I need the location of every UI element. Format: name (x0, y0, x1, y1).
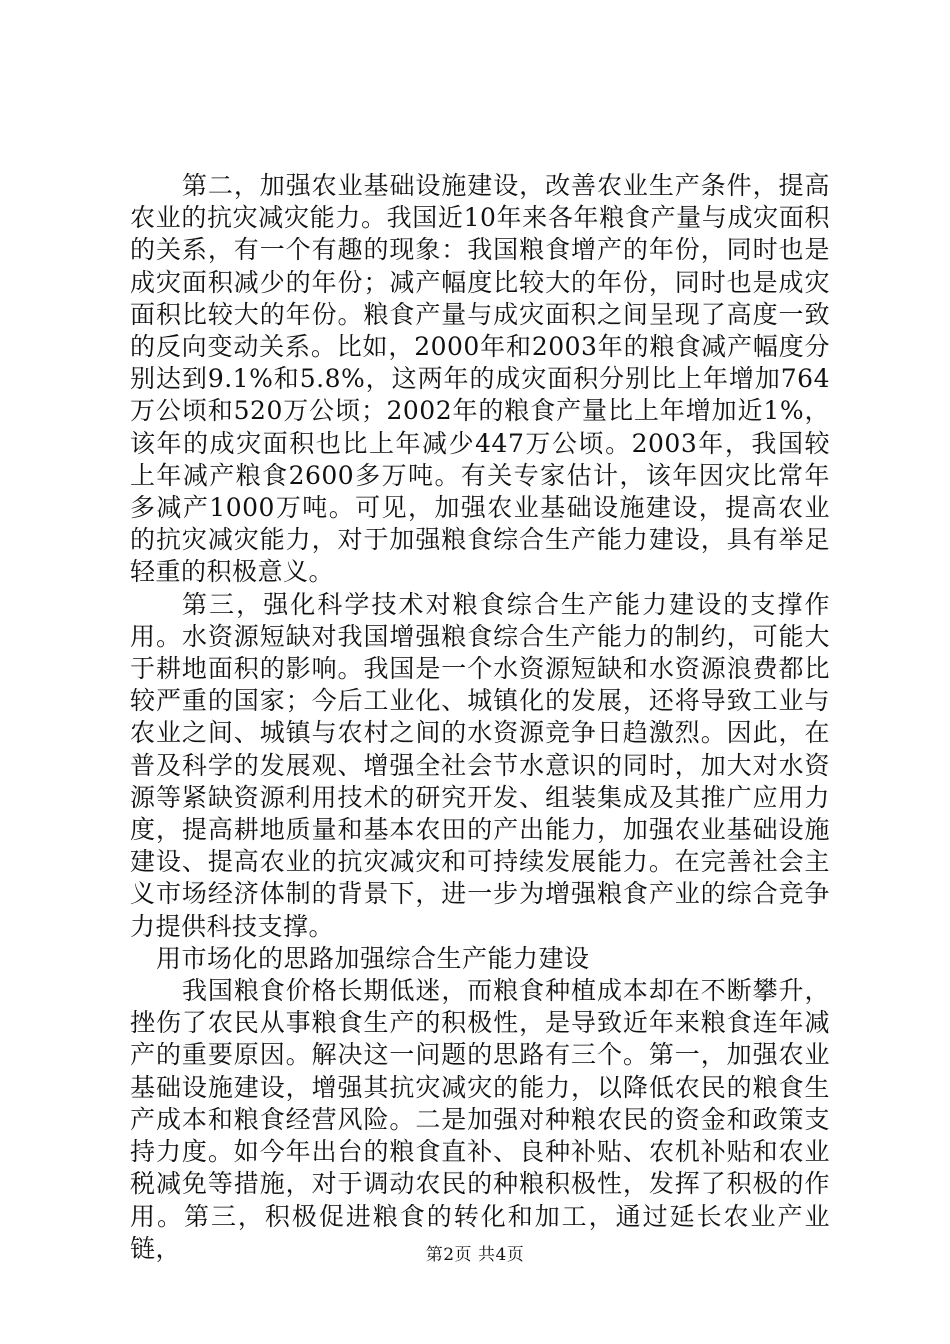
section-heading: 用市场化的思路加强综合生产能力建设 (156, 943, 590, 973)
page-footer (0, 1244, 950, 1266)
paragraph-grain-price: 我国粮食价格长期低迷，而粮食种植成本却在不断攀升，挫伤了农民从事粮食生产的积极性，是导致近年来粮食连年减产的重要原因。解决这一问题的思路有三个。第一，加强农业基础设施建设，增强其抗灾减灾的能力，以降低农民的粮食生产成本和粮食经营风险。二是加强对种粮农民的资金和政策支持力度。如今年出台的粮食直补、良种补贴、农机补贴和农业税减免等措施，对于调动农民的种粮积极性，发挥了积极的作用。第三，积极促进粮食的转化和加工，通过延长农业产业链， (130, 976, 830, 1263)
paragraph-second-infrastructure: 第二，加强农业基础设施建设，改善农业生产条件，提高农业的抗灾减灾能力。我国近10年来各年粮食产量与成灾面积的关系，有一个有趣的现象：我国粮食增产的年份，同时也是成灾面积减少的年份；减产幅度比较大的年份，同时也是成灾面积比较大的年份。粮食产量与成灾面积之间呈现了高度一致的反向变动关系。比如，2000年和2003年的粮食减产幅度分别达到9.1%和5.8%，这两年的成灾面积分别比上年增加764万公顷和520万公顷；2002年的粮食产量比上年增加近1%，该年的成灾面积也比上年减少447万公顷。2003年，我国较上年减产粮食2600多万吨。有关专家估计，该年因灾比常年多减产1000万吨。可见，加强农业基础设施建设，提高农业的抗灾减灾能力，对于加强粮食综合生产能力建设，具有举足轻重的积极意义。 (130, 171, 830, 587)
body-text (130, 170, 830, 1265)
paragraph-third-technology: 第三，强化科学技术对粮食综合生产能力建设的支撑作用。水资源短缺对我国增强粮食综合生产能力的制约，可能大于耕地面积的影响。我国是一个水资源短缺和水资源浪费都比较严重的国家；今后工业化、城镇化的发展，还将导致工业与农业之间、城镇与农村之间的水资源竞争日趋激烈。因此，在普及科学的发展观、增强全社会节水意识的同时，加大对水资源等紧缺资源利用技术的研究开发、组装集成及其推广应用力度，提高耕地质量和基本农田的产出能力，加强农业基础设施建设、提高农业的抗灾减灾和可持续发展能力。在完善社会主义市场经济体制的背景下，进一步为增强粮食产业的综合竞争力提供科技支撑。 (130, 589, 830, 941)
page-number: 第2页 共4页 (425, 1245, 525, 1265)
